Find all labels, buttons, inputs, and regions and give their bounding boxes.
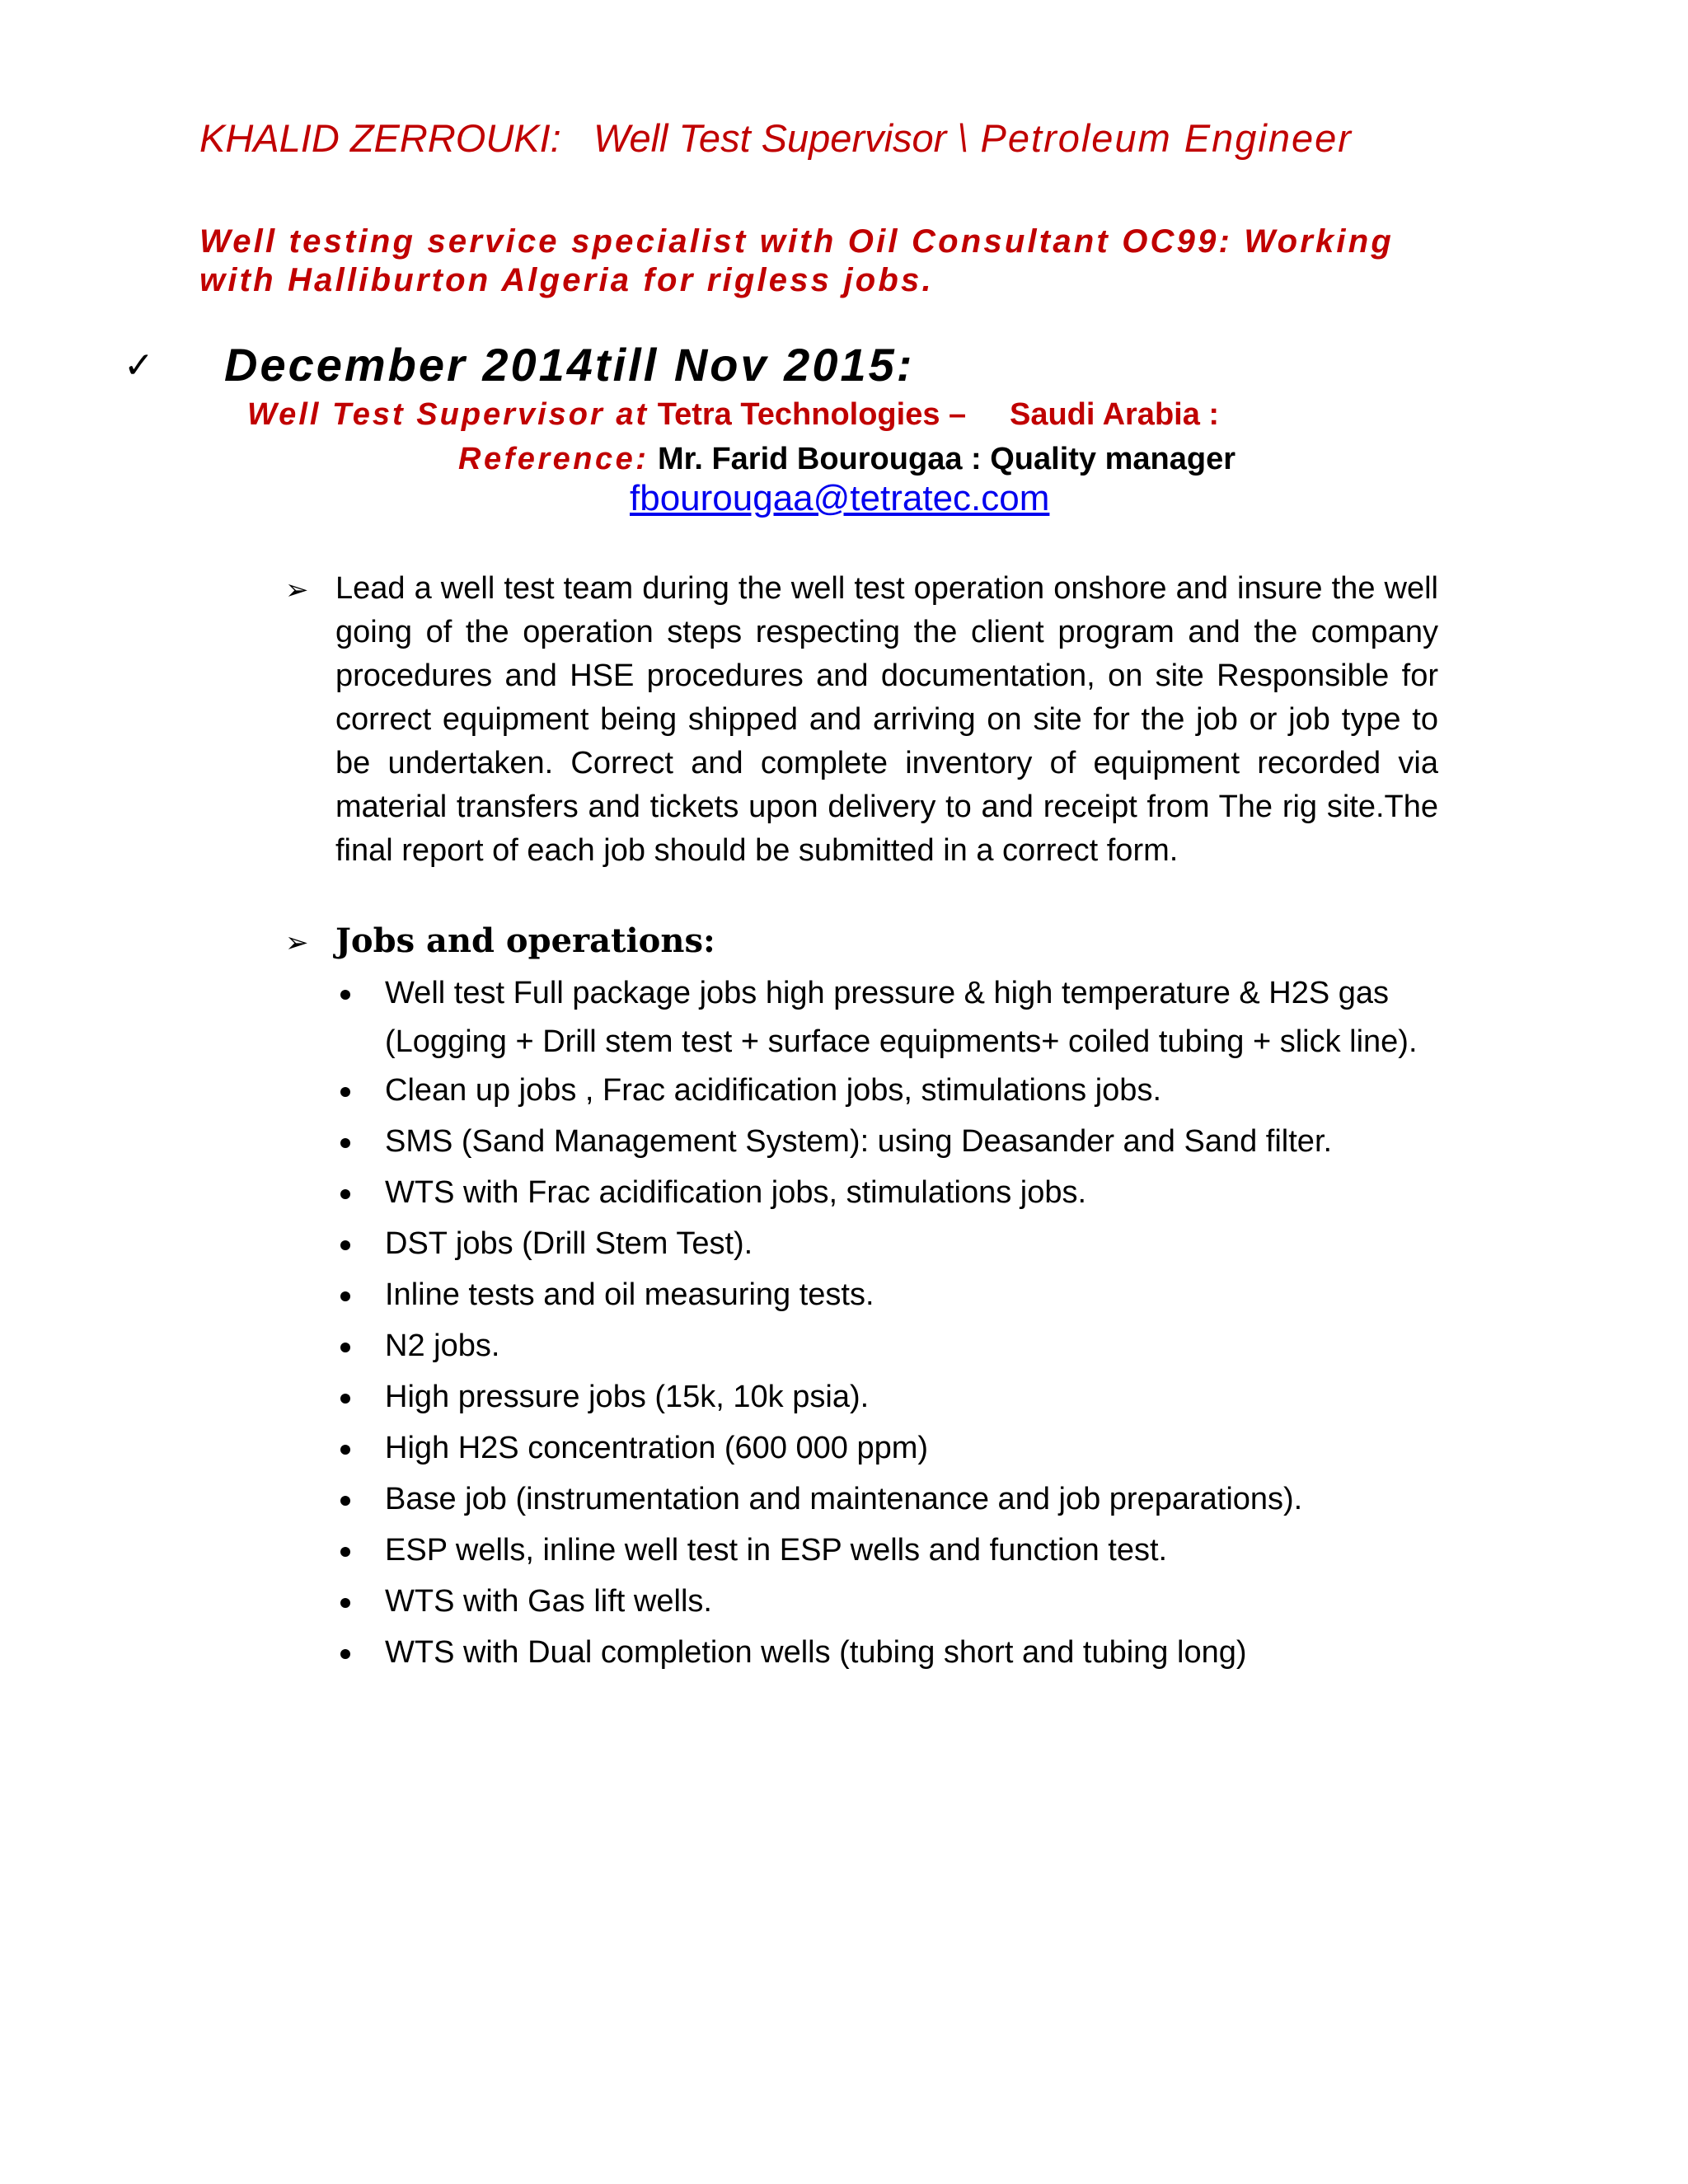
reference-name: Mr. Farid Bourougaa : Quality manager xyxy=(657,442,1236,476)
jobs-heading: Jobs and operations: xyxy=(335,921,715,960)
employment-period: December 2014till Nov 2015: xyxy=(224,339,915,391)
specialist-summary: Well testing service specialist with Oil Consultant OC99: Working with Halliburton Algeria for rigless jobs. xyxy=(199,223,1395,298)
bullet-dot-icon xyxy=(340,1343,350,1352)
job-text: ESP wells, inline well test in ESP wells and function test. xyxy=(385,1533,1168,1568)
job-title-secondary: Petroleum Engineer xyxy=(980,116,1353,160)
job-text: Base job (instrumentation and maintenance and job preparations). xyxy=(385,1482,1303,1516)
bullet-dot-icon xyxy=(340,990,350,1000)
list-item xyxy=(334,1066,1488,1114)
list-item xyxy=(334,969,1440,1066)
bullet-dot-icon xyxy=(340,1649,350,1659)
list-item xyxy=(334,1577,1488,1625)
list-item xyxy=(334,1629,1488,1676)
reference-email-link[interactable]: fbourougaa@tetratec.com xyxy=(630,478,1050,518)
list-item xyxy=(334,1526,1488,1574)
list-item xyxy=(334,1118,1488,1165)
job-text: Well test Full package jobs high pressure & high temperature & H2S gas (Logging + Drill stem test + surface equipments+ coiled tubing + slick line). xyxy=(385,976,1418,1059)
job-text: WTS with Gas lift wells. xyxy=(385,1584,712,1619)
job-text: N2 jobs. xyxy=(385,1329,500,1363)
role-description: Lead a well test team during the well test operation onshore and insure the well going of the operation steps respecting the client program and the company procedures and HSE procedures and documentation, on site Responsible for correct equipment being shipped and arriving on site for the job or job type to be undertaken. Correct and complete inventory of equipment recorded via material transfers and tickets upon delivery to and receipt from The rig site.The final report of each job should be submitted in a correct form. xyxy=(335,571,1438,868)
list-item xyxy=(334,1271,1488,1319)
list-item xyxy=(334,1424,1488,1472)
bullet-dot-icon xyxy=(340,1445,350,1455)
bullet-dot-icon xyxy=(340,1496,350,1506)
list-item xyxy=(334,1322,1488,1370)
job-text: High pressure jobs (15k, 10k psia). xyxy=(385,1380,870,1414)
bullet-dot-icon xyxy=(340,1547,350,1557)
bullet-dot-icon xyxy=(340,1087,350,1097)
bullet-dot-icon xyxy=(340,1394,350,1404)
job-text: WTS with Dual completion wells (tubing short and tubing long) xyxy=(385,1635,1247,1670)
bullet-dot-icon xyxy=(340,1138,350,1148)
arrow-bullet-icon: ➢ xyxy=(285,926,309,959)
list-item xyxy=(334,1220,1488,1268)
job-text: High H2S concentration (600 000 ppm) xyxy=(385,1431,929,1465)
arrow-bullet-icon: ➢ xyxy=(285,574,309,607)
bullet-dot-icon xyxy=(340,1598,350,1608)
document-title xyxy=(199,115,1353,161)
title-separator: \ xyxy=(957,116,970,160)
list-item xyxy=(334,1373,1488,1421)
bullet-dot-icon xyxy=(340,1240,350,1250)
bullet-dot-icon xyxy=(340,1189,350,1199)
reference-line xyxy=(458,442,1236,477)
job-text: SMS (Sand Management System): using Deasander and Sand filter. xyxy=(385,1124,1333,1159)
candidate-name: KHALID ZERROUKI: xyxy=(199,116,561,160)
list-item xyxy=(334,1475,1488,1523)
role-line xyxy=(247,397,1219,433)
checkmark-icon: ✓ xyxy=(124,344,154,387)
location: Saudi Arabia : xyxy=(1009,397,1220,432)
jobs-list xyxy=(334,969,1488,1680)
job-text: WTS with Frac acidification jobs, stimulations jobs. xyxy=(385,1175,1087,1210)
bullet-dot-icon xyxy=(340,1291,350,1301)
list-item xyxy=(334,1169,1488,1216)
job-text: DST jobs (Drill Stem Test). xyxy=(385,1226,753,1261)
company-name: Tetra Technologies – xyxy=(657,397,967,432)
reference-label: Reference: xyxy=(458,442,649,476)
role-label: Well Test Supervisor at xyxy=(247,397,649,432)
job-title: Well Test Supervisor xyxy=(593,116,947,160)
job-text: Inline tests and oil measuring tests. xyxy=(385,1277,874,1312)
job-text: Clean up jobs , Frac acidification jobs, stimulations jobs. xyxy=(385,1073,1162,1108)
